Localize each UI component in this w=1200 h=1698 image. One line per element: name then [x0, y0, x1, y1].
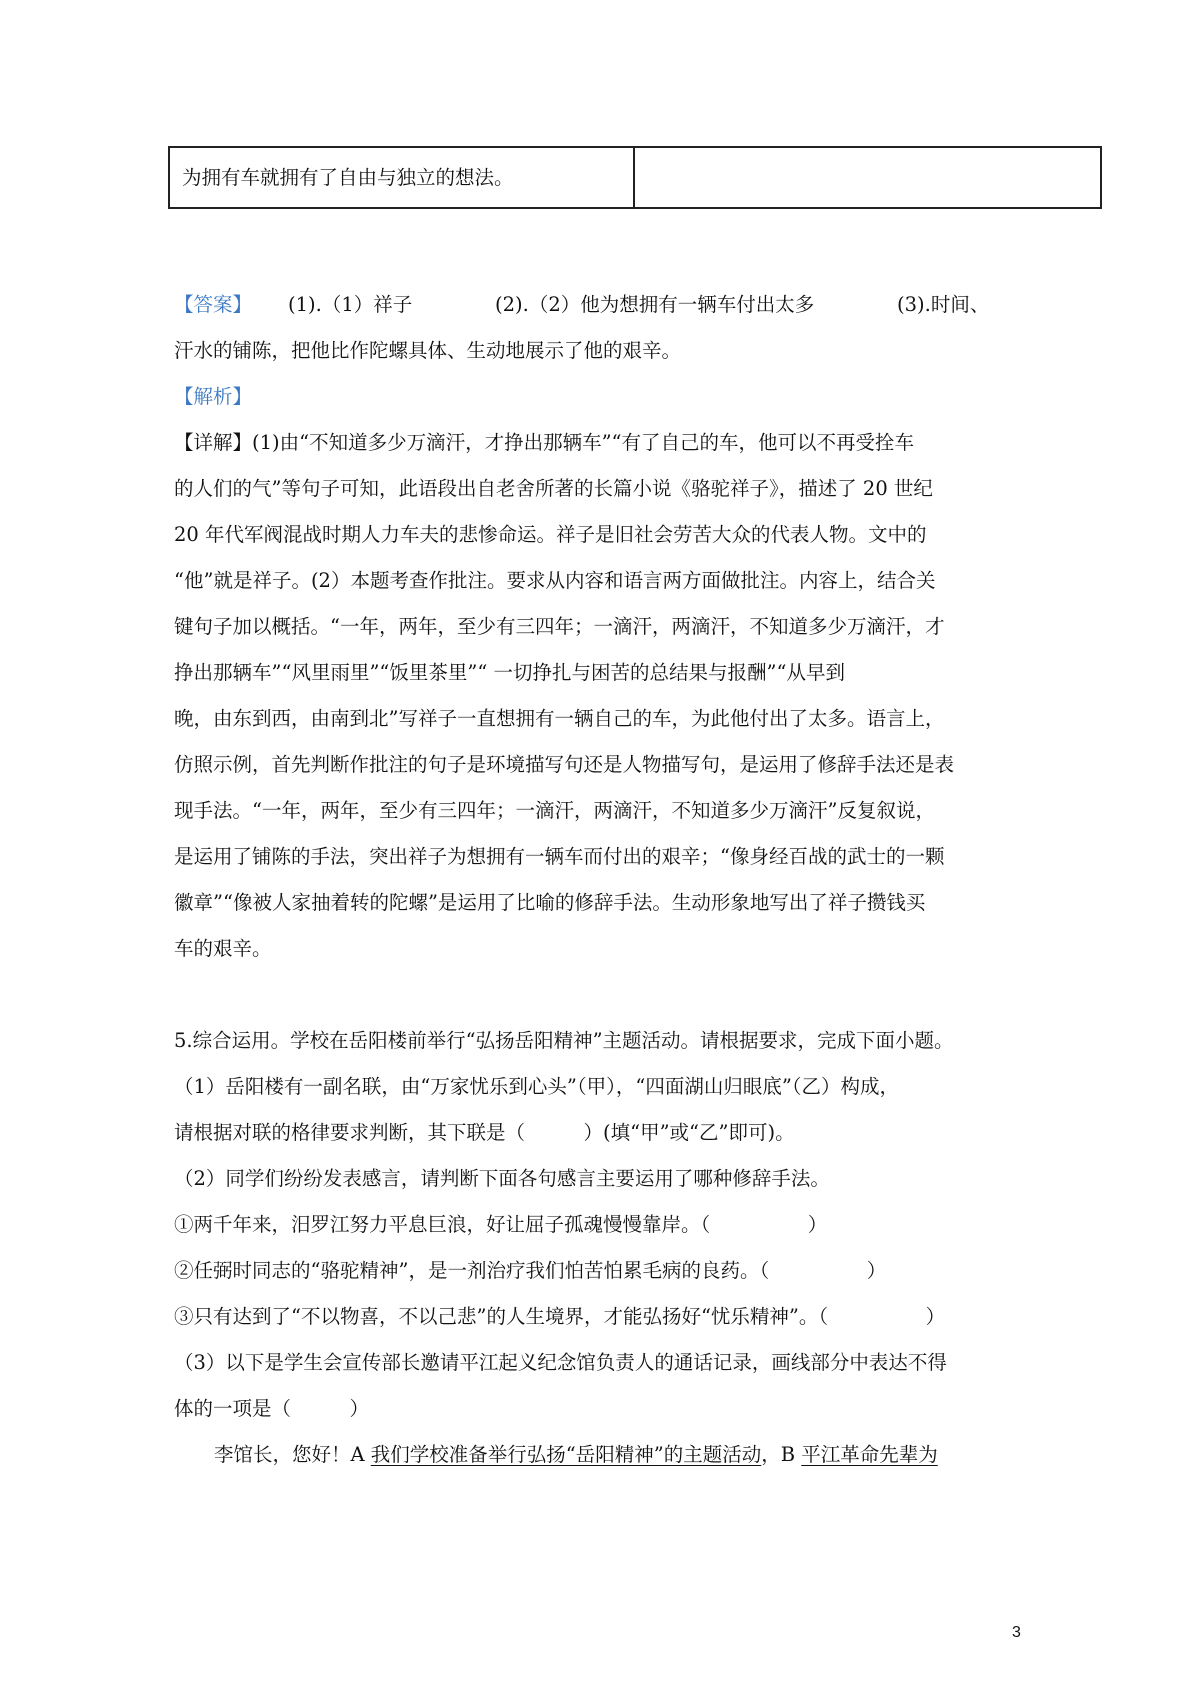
analysis-line: 车的艰辛。 — [174, 937, 272, 960]
question-5-1-line-1: （1）岳阳楼有一副名联，由“万家忧乐到心头”（甲），“四面湖山归眼底”（乙）构成， — [174, 1075, 900, 1098]
dialog-option-a: 我们学校准备举行弘扬“岳阳精神”的主题活动 — [370, 1443, 762, 1466]
table-cell-left: 为拥有车就拥有了自由与独立的想法。 — [182, 166, 514, 189]
analysis-line: 仿照示例，首先判断作批注的句子是环境描写句还是人物描写句，是运用了修辞手法还是表 — [174, 753, 955, 776]
answer-part-3: (3).时间、 — [897, 293, 990, 316]
table — [168, 146, 1102, 209]
answer-tag: 【答案】 — [174, 293, 253, 316]
analysis-line: 现手法。“一年，两年，至少有三四年；一滴汗，两滴汗，不知道多少万滴汗”反复叙说， — [174, 799, 935, 822]
question-5-title: 5.综合运用。学校在岳阳楼前举行“弘扬岳阳精神”主题活动。请根据要求，完成下面小题。 — [174, 1029, 954, 1052]
analysis-line: (1)由“不知道多少万滴汗，才挣出那辆车”“有了自己的车，他可以不再受拴车 — [252, 431, 915, 454]
detail-tag: 【详解】 — [174, 431, 253, 454]
answer-line-2: 汗水的铺陈，把他比作陀螺具体、生动地展示了他的艰辛。 — [174, 339, 682, 362]
analysis-line: 20 年代军阀混战时期人力车夫的悲惨命运。祥子是旧社会劳苦大众的代表人物。文中的 — [174, 523, 927, 546]
answer-part-2: (2).（2）他为想拥有一辆车付出太多 — [495, 293, 815, 316]
dialog-option-b: 平江革命先辈为 — [801, 1443, 938, 1466]
answer-part-1: (1).（1）祥子 — [288, 293, 413, 316]
question-5-2-intro: （2）同学们纷纷发表感言，请判断下面各句感言主要运用了哪种修辞手法。 — [174, 1167, 830, 1190]
analysis-line: 挣出那辆车”“风里雨里”“饭里茶里”“ 一切挣扎与困苦的总结果与报酬”“从早到 — [174, 661, 845, 684]
analysis-line: 的人们的气”等句子可知，此语段出自老舍所著的长篇小说《骆驼祥子》，描述了 20 世纪 — [174, 477, 933, 500]
question-5-2-item: ①两千年来，汨罗江努力平息巨浪，好让屈子孤魂慢慢靠岸。（ ） — [174, 1213, 828, 1236]
analysis-line: 晚，由东到西，由南到北”写祥子一直想拥有一辆自己的车，为此他付出了太多。语言上， — [174, 707, 945, 730]
dialog-separator: ，B — [761, 1443, 802, 1466]
question-5-2-item: ②任弼时同志的“骆驼精神”，是一剂治疗我们怕苦怕累毛病的良药。（ ） — [174, 1259, 887, 1282]
question-5-2-item: ③只有达到了“不以物喜，不以己悲”的人生境界，才能弘扬好“忧乐精神”。（ ） — [174, 1305, 946, 1328]
page-number: 3 — [1012, 1624, 1021, 1641]
question-5-3-line-2: 体的一项是（ ） — [174, 1397, 370, 1420]
analysis-line: 徽章”“像被人家抽着转的陀螺”是运用了比喻的修辞手法。生动形象地写出了祥子攒钱买 — [174, 891, 926, 914]
analysis-line: “他”就是祥子。(2）本题考查作批注。要求从内容和语言两方面做批注。内容上，结合关 — [174, 569, 936, 592]
analysis-tag: 【解析】 — [174, 385, 253, 408]
dialog-prefix: 李馆长，您好！A — [214, 1443, 371, 1466]
dialog-line — [214, 1443, 938, 1467]
analysis-line: 键句子加以概括。“一年，两年，至少有三四年；一滴汗，两滴汗，不知道多少万滴汗，才 — [174, 615, 945, 638]
question-5-1-line-2: 请根据对联的格律要求判断，其下联是（ ）(填“甲”或“乙”即可)。 — [174, 1121, 795, 1144]
analysis-line: 是运用了铺陈的手法，突出祥子为想拥有一辆车而付出的艰辛；“像身经百战的武士的一颗 — [174, 845, 945, 868]
question-5-3-line-1: （3）以下是学生会宣传部长邀请平江起义纪念馆负责人的通话记录，画线部分中表达不得 — [174, 1351, 947, 1374]
table-divider — [633, 148, 635, 207]
